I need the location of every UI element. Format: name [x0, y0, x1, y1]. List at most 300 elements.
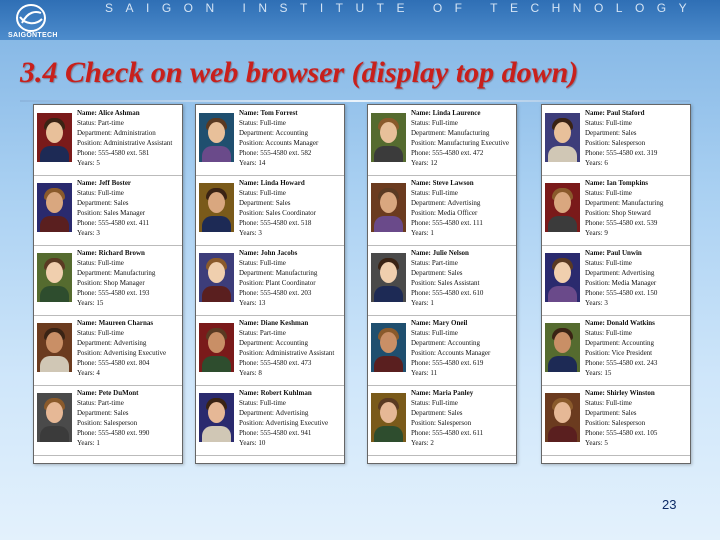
page-number: 23: [662, 497, 677, 512]
field-label: Status:: [77, 119, 97, 127]
field-label: Department:: [239, 199, 274, 207]
field-label: Years:: [411, 369, 429, 377]
employee-info: [585, 318, 691, 378]
field-label: Name:: [239, 179, 259, 187]
employee-entry: [368, 105, 516, 176]
field-label: Department:: [585, 129, 620, 137]
field-label: Position:: [239, 279, 264, 287]
employee-info: [77, 248, 183, 308]
field-label: Department:: [77, 199, 112, 207]
employee-entry: [368, 245, 516, 316]
employee-years: 15: [604, 369, 612, 377]
field-label: Department:: [411, 199, 446, 207]
employee-department: Accounting: [275, 129, 309, 137]
field-label: Department:: [411, 339, 446, 347]
employee-years: 13: [258, 299, 266, 307]
field-label: Department:: [239, 339, 274, 347]
employee-department: Accounting: [621, 339, 655, 347]
employee-entry: [196, 315, 344, 386]
field-label: Name:: [239, 109, 259, 117]
employee-entry: [196, 385, 344, 456]
field-label: Name:: [77, 179, 97, 187]
field-label: Position:: [411, 139, 436, 147]
employee-entry: [196, 105, 344, 176]
field-label: Years:: [239, 369, 257, 377]
employee-info: [239, 178, 345, 238]
employee-photo: [371, 393, 406, 442]
employee-phone: 555-4580 ext. 150: [606, 289, 658, 297]
field-label: Years:: [77, 159, 95, 167]
field-label: Status:: [77, 189, 97, 197]
employee-department: Accounting: [275, 339, 309, 347]
employee-phone: 555-4580 ext. 473: [260, 359, 312, 367]
slide-title: 3.4 Check on web browser (display top down): [20, 56, 579, 89]
employee-photo: [371, 323, 406, 372]
employee-info: [585, 388, 691, 448]
field-label: Position:: [411, 349, 436, 357]
field-label: Name:: [411, 109, 431, 117]
field-label: Phone:: [585, 359, 605, 367]
field-label: Years:: [411, 229, 429, 237]
employee-phone: 555-4580 ext. 804: [98, 359, 150, 367]
employee-department: Manufacturing: [621, 199, 664, 207]
employee-department: Advertising: [447, 199, 481, 207]
field-label: Position:: [239, 209, 264, 217]
field-label: Years:: [77, 369, 95, 377]
employee-name: Julie Nelson: [432, 249, 469, 257]
employee-position: Advertising Executive: [265, 419, 329, 427]
field-label: Department:: [585, 339, 620, 347]
employee-photo: [199, 253, 234, 302]
employee-photo: [545, 253, 580, 302]
employee-photo: [371, 113, 406, 162]
employee-years: 10: [258, 439, 266, 447]
employee-position: Sales Coordinator: [265, 209, 317, 217]
employee-entry: [34, 245, 182, 316]
employee-department: Manufacturing: [447, 129, 490, 137]
field-label: Status:: [239, 329, 259, 337]
employee-position: Advertising Executive: [103, 349, 167, 357]
employee-department: Advertising: [275, 409, 309, 417]
employee-years: 3: [96, 229, 100, 237]
field-label: Years:: [585, 299, 603, 307]
employee-status: Full-time: [605, 329, 632, 337]
employee-entry: [196, 175, 344, 246]
field-label: Name:: [585, 319, 605, 327]
field-label: Department:: [239, 129, 274, 137]
employee-position: Accounts Manager: [437, 349, 491, 357]
employee-info: [585, 248, 691, 308]
employee-photo: [371, 253, 406, 302]
employee-status: Full-time: [97, 329, 124, 337]
employee-name: Linda Howard: [260, 179, 305, 187]
employee-name: Linda Laurence: [432, 109, 481, 117]
institute-banner: SAIGON INSTITUTE OF TECHNOLOGY: [105, 1, 700, 15]
employee-position: Vice President: [611, 349, 653, 357]
field-label: Status:: [585, 399, 605, 407]
field-label: Years:: [411, 299, 429, 307]
field-label: Position:: [77, 139, 102, 147]
employee-name: Richard Brown: [98, 249, 145, 257]
employee-photo: [199, 113, 234, 162]
field-label: Name:: [239, 389, 259, 397]
employee-status: Full-time: [431, 399, 458, 407]
employee-status: Full-time: [97, 259, 124, 267]
field-label: Status:: [411, 119, 431, 127]
employee-name: Pete DuMont: [98, 389, 139, 397]
employee-photo: [37, 393, 72, 442]
field-label: Status:: [585, 329, 605, 337]
employee-years: 5: [604, 439, 608, 447]
field-label: Name:: [585, 109, 605, 117]
field-label: Phone:: [239, 429, 259, 437]
field-label: Years:: [585, 229, 603, 237]
employee-photo: [545, 113, 580, 162]
employee-info: [77, 318, 183, 378]
field-label: Phone:: [77, 149, 97, 157]
employee-position: Administrative Assistant: [265, 349, 335, 357]
field-label: Department:: [411, 409, 446, 417]
employee-entry: [368, 385, 516, 456]
field-label: Phone:: [585, 429, 605, 437]
field-label: Phone:: [77, 289, 97, 297]
employee-position: Sales Assistant: [437, 279, 480, 287]
employee-photo: [37, 183, 72, 232]
field-label: Name:: [411, 179, 431, 187]
employee-phone: 555-4580 ext. 319: [606, 149, 658, 157]
field-label: Name:: [585, 249, 605, 257]
field-label: Department:: [239, 409, 274, 417]
employee-years: 1: [96, 439, 100, 447]
field-label: Phone:: [239, 359, 259, 367]
employee-info: [411, 388, 517, 448]
field-label: Status:: [77, 329, 97, 337]
employee-status: Part-time: [431, 259, 458, 267]
employee-info: [411, 248, 517, 308]
employee-name: Ian Tompkins: [606, 179, 649, 187]
employee-photo: [545, 183, 580, 232]
employee-info: [411, 178, 517, 238]
field-label: Position:: [239, 419, 264, 427]
field-label: Status:: [77, 399, 97, 407]
field-label: Name:: [77, 319, 97, 327]
field-label: Department:: [77, 339, 112, 347]
employee-department: Sales: [275, 199, 291, 207]
field-label: Years:: [239, 299, 257, 307]
header-bar: [0, 0, 720, 40]
employee-status: Part-time: [97, 119, 124, 127]
employee-status: Part-time: [97, 399, 124, 407]
employee-entry: [542, 105, 690, 176]
employee-photo: [199, 393, 234, 442]
employee-years: 12: [430, 159, 438, 167]
employee-phone: 555-4580 ext. 105: [606, 429, 658, 437]
employee-status: Full-time: [431, 329, 458, 337]
browser-panel: [541, 104, 691, 464]
field-label: Phone:: [77, 219, 97, 227]
field-label: Status:: [411, 259, 431, 267]
field-label: Phone:: [77, 359, 97, 367]
employee-photo: [37, 323, 72, 372]
browser-screenshots: [0, 104, 720, 470]
field-label: Department:: [411, 269, 446, 277]
employee-info: [239, 388, 345, 448]
employee-department: Sales: [621, 129, 637, 137]
field-label: Department:: [585, 409, 620, 417]
employee-status: Full-time: [259, 189, 286, 197]
employee-name: Maria Panley: [432, 389, 474, 397]
employee-department: Administration: [113, 129, 156, 137]
employee-status: Full-time: [605, 119, 632, 127]
employee-years: 1: [430, 229, 434, 237]
employee-phone: 555-4580 ext. 581: [98, 149, 150, 157]
employee-phone: 555-4580 ext. 582: [260, 149, 312, 157]
employee-phone: 555-4580 ext. 193: [98, 289, 150, 297]
employee-name: Diane Keshman: [260, 319, 309, 327]
employee-years: 6: [604, 159, 608, 167]
field-label: Phone:: [411, 289, 431, 297]
employee-name: Tom Forrest: [260, 109, 298, 117]
browser-panel: [367, 104, 517, 464]
employee-status: Part-time: [259, 329, 286, 337]
field-label: Status:: [239, 189, 259, 197]
field-label: Name:: [585, 389, 605, 397]
field-label: Status:: [585, 119, 605, 127]
field-label: Years:: [585, 159, 603, 167]
field-label: Status:: [239, 259, 259, 267]
field-label: Status:: [77, 259, 97, 267]
employee-status: Full-time: [97, 189, 124, 197]
field-label: Department:: [585, 269, 620, 277]
field-label: Phone:: [239, 149, 259, 157]
employee-years: 15: [96, 299, 104, 307]
employee-position: Shop Manager: [103, 279, 145, 287]
field-label: Position:: [585, 349, 610, 357]
employee-info: [77, 108, 183, 168]
employee-phone: 555-4580 ext. 941: [260, 429, 312, 437]
employee-entry: [196, 245, 344, 316]
employee-entry: [34, 105, 182, 176]
browser-panel: [33, 104, 183, 464]
field-label: Position:: [239, 349, 264, 357]
field-label: Phone:: [411, 429, 431, 437]
employee-photo: [37, 113, 72, 162]
field-label: Name:: [77, 249, 97, 257]
employee-phone: 555-4580 ext. 539: [606, 219, 658, 227]
employee-phone: 555-4580 ext. 610: [432, 289, 484, 297]
employee-position: Plant Coordinator: [265, 279, 316, 287]
employee-years: 5: [96, 159, 100, 167]
employee-phone: 555-4580 ext. 990: [98, 429, 150, 437]
employee-years: 14: [258, 159, 266, 167]
field-label: Position:: [585, 209, 610, 217]
employee-status: Full-time: [431, 119, 458, 127]
employee-position: Salesperson: [103, 419, 138, 427]
employee-status: Full-time: [259, 399, 286, 407]
field-label: Position:: [77, 209, 102, 217]
employee-years: 3: [604, 299, 608, 307]
title-divider: [20, 100, 690, 102]
employee-status: Full-time: [259, 119, 286, 127]
employee-name: Steve Lawson: [432, 179, 474, 187]
field-label: Years:: [77, 229, 95, 237]
field-label: Status:: [239, 399, 259, 407]
field-label: Position:: [411, 419, 436, 427]
employee-name: Jeff Boster: [98, 179, 132, 187]
field-label: Years:: [411, 439, 429, 447]
field-label: Position:: [239, 139, 264, 147]
field-label: Name:: [239, 319, 259, 327]
employee-department: Sales: [113, 409, 129, 417]
employee-position: Manufacturing Executive: [437, 139, 509, 147]
field-label: Department:: [239, 269, 274, 277]
field-label: Status:: [411, 329, 431, 337]
employee-department: Manufacturing: [275, 269, 318, 277]
employee-entry: [542, 315, 690, 386]
employee-position: Salesperson: [611, 139, 646, 147]
employee-department: Sales: [447, 269, 463, 277]
employee-position: Media Manager: [611, 279, 657, 287]
field-label: Years:: [585, 369, 603, 377]
employee-department: Advertising: [113, 339, 147, 347]
field-label: Years:: [239, 159, 257, 167]
field-label: Position:: [77, 349, 102, 357]
employee-name: Robert Kuhlman: [260, 389, 312, 397]
field-label: Phone:: [77, 429, 97, 437]
employee-photo: [199, 323, 234, 372]
employee-status: Full-time: [431, 189, 458, 197]
field-label: Years:: [585, 439, 603, 447]
employee-department: Advertising: [621, 269, 655, 277]
employee-photo: [199, 183, 234, 232]
field-label: Department:: [77, 269, 112, 277]
field-label: Name:: [585, 179, 605, 187]
field-label: Years:: [411, 159, 429, 167]
field-label: Department:: [77, 409, 112, 417]
employee-photo: [37, 253, 72, 302]
employee-position: Shop Steward: [611, 209, 651, 217]
employee-phone: 555-4580 ext. 243: [606, 359, 658, 367]
employee-status: Full-time: [605, 259, 632, 267]
employee-status: Full-time: [605, 189, 632, 197]
employee-info: [411, 108, 517, 168]
employee-department: Sales: [113, 199, 129, 207]
field-label: Years:: [239, 229, 257, 237]
field-label: Name:: [411, 249, 431, 257]
field-label: Status:: [585, 259, 605, 267]
employee-position: Media Officer: [437, 209, 478, 217]
employee-phone: 555-4580 ext. 203: [260, 289, 312, 297]
employee-status: Full-time: [605, 399, 632, 407]
field-label: Phone:: [585, 289, 605, 297]
employee-years: 4: [96, 369, 100, 377]
employee-years: 2: [430, 439, 434, 447]
employee-info: [585, 108, 691, 168]
employee-info: [411, 318, 517, 378]
field-label: Name:: [411, 319, 431, 327]
employee-department: Accounting: [447, 339, 481, 347]
employee-phone: 555-4580 ext. 472: [432, 149, 484, 157]
employee-position: Administrative Assistant: [103, 139, 173, 147]
field-label: Position:: [77, 419, 102, 427]
employee-entry: [34, 315, 182, 386]
employee-phone: 555-4580 ext. 518: [260, 219, 312, 227]
employee-position: Accounts Manager: [265, 139, 319, 147]
employee-entry: [542, 175, 690, 246]
employee-position: Sales Manager: [103, 209, 146, 217]
field-label: Status:: [239, 119, 259, 127]
employee-name: John Jacobs: [260, 249, 298, 257]
employee-name: Alice Ashman: [98, 109, 140, 117]
field-label: Department:: [411, 129, 446, 137]
employee-info: [239, 318, 345, 378]
field-label: Years:: [239, 439, 257, 447]
employee-phone: 555-4580 ext. 411: [98, 219, 150, 227]
field-label: Status:: [411, 189, 431, 197]
employee-name: Paul Unwin: [606, 249, 642, 257]
employee-phone: 555-4580 ext. 111: [432, 219, 483, 227]
field-label: Phone:: [411, 219, 431, 227]
field-label: Name:: [77, 389, 97, 397]
employee-position: Salesperson: [611, 419, 646, 427]
employee-name: Donald Watkins: [606, 319, 655, 327]
field-label: Years:: [77, 439, 95, 447]
field-label: Phone:: [411, 359, 431, 367]
employee-status: Full-time: [259, 259, 286, 267]
field-label: Position:: [585, 419, 610, 427]
employee-photo: [545, 393, 580, 442]
employee-entry: [368, 315, 516, 386]
field-label: Position:: [585, 139, 610, 147]
field-label: Years:: [77, 299, 95, 307]
employee-department: Manufacturing: [113, 269, 156, 277]
field-label: Position:: [585, 279, 610, 287]
employee-entry: [34, 175, 182, 246]
employee-entry: [542, 385, 690, 456]
employee-phone: 555-4580 ext. 611: [432, 429, 484, 437]
field-label: Phone:: [239, 289, 259, 297]
employee-info: [239, 108, 345, 168]
browser-panel: [195, 104, 345, 464]
employee-years: 3: [258, 229, 262, 237]
field-label: Name:: [239, 249, 259, 257]
logo-text: SAIGONTECH: [8, 32, 58, 39]
employee-info: [77, 178, 183, 238]
employee-name: Paul Staford: [606, 109, 645, 117]
field-label: Position:: [77, 279, 102, 287]
employee-name: Maureen Charnas: [98, 319, 154, 327]
field-label: Phone:: [585, 149, 605, 157]
employee-years: 8: [258, 369, 262, 377]
employee-info: [585, 178, 691, 238]
field-label: Department:: [77, 129, 112, 137]
field-label: Position:: [411, 279, 436, 287]
field-label: Status:: [411, 399, 431, 407]
employee-info: [77, 388, 183, 448]
field-label: Phone:: [411, 149, 431, 157]
employee-phone: 555-4580 ext. 619: [432, 359, 484, 367]
employee-years: 1: [430, 299, 434, 307]
employee-department: Sales: [621, 409, 637, 417]
field-label: Department:: [585, 199, 620, 207]
employee-entry: [34, 385, 182, 456]
employee-department: Sales: [447, 409, 463, 417]
field-label: Name:: [77, 109, 97, 117]
field-label: Name:: [411, 389, 431, 397]
field-label: Phone:: [585, 219, 605, 227]
employee-name: Shirley Winston: [606, 389, 655, 397]
employee-name: Mary Oneil: [432, 319, 468, 327]
